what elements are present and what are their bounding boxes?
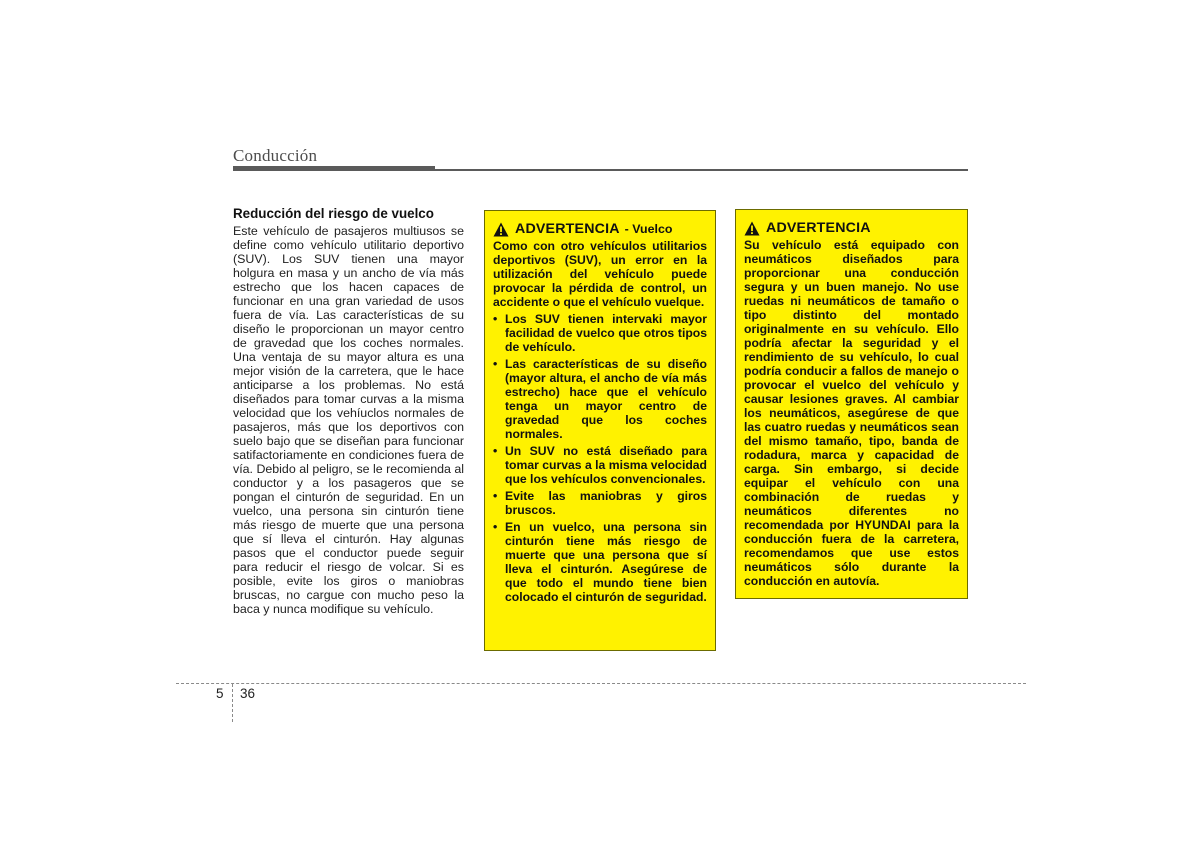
header-rule-thin (435, 169, 968, 171)
warning-box-tires (735, 209, 968, 599)
warning-title: ADVERTENCIA (766, 220, 871, 236)
body-paragraph: Este vehículo de pasajeros multiusos se define como vehículo utilitario deportivo (SUV). Los SUV tienen una mayor holgura en masa y un ancho de vía más estrecho que los hacen capaces de funcionar en una gran variedad de usos fuera de vía. Las características de su diseño le proporcionan un mayor centro de gravedad que los coches normales. Una ventaja de su mayor altura es una mejor visión de la carretera, que le hace anticiparse a los problemas. No está diseñados para tomar curvas a la misma velocidad que los vehíuclos normales de pasajeros, más que los deportivos con suelo bajo que se diseñan para funcionar satifactoriamente en condiciones fuera de vía. Debido al peligro, se le recomienda al conductor y a los pasageros que se pongan el cinturón de seguridad. En un vuelco, una persona sin cinturón tiene más riesgo de muerte que una persona que sí lleva el cinturón. Hay algunas pasos que el conductor puede seguir para reducir el riesgo de volcar. Si es posible, evite los giros o maniobras bruscas, no cargue con mucho peso la baca y nunca modifique su vehículo. (233, 224, 464, 616)
warning-triangle-icon (744, 221, 760, 236)
warning-text: Su vehículo está equipado con neumáticos diseñados para proporcionar una conducción segura y un buen manejo. No use ruedas ni neumáticos de tamaño o tipo distinto del montado originalmente en su vehículo. Ello podría afectar la seguridad y el rendimiento de su vehículo, lo cual podría conducir a fallos de manejo o provocar el vuelco del vehículo y causar lesiones graves. Al cambiar los neumáticos, asegúrese de que las cuatro ruedas y neumáticos sean del mismo tamaño, tipo, banda de rodadura, marca y capacidad de carga. Sin embargo, si decide equipar el vehículo con una combinación de ruedas y neumáticos diferentes no recomendada por HYUNDAI para la conducción fuera de la carretera, recomendamos que use estos neumáticos sólo durante la conducción en autovía. (744, 238, 959, 588)
warning-header (493, 221, 707, 237)
warning-list-item: • Un SUV no está diseñado para tomar curvas a la misma velocidad que los vehículos convencionales. (493, 444, 707, 486)
page-number: 36 (240, 686, 256, 701)
warning-box-rollover (484, 210, 716, 651)
warning-list-item: • En un vuelco, una persona sin cinturón tiene más riesgo de muerte que una persona que sí lleva el cinturón. Asegúrese de que todo el mundo tiene bien colocado el cinturón de seguridad. (493, 520, 707, 604)
footer-dotted-rule (176, 683, 1026, 684)
warning-list-item: • Evite las maniobras y giros bruscos. (493, 489, 707, 517)
warning-list-item: • Las características de su diseño (mayor altura, el ancho de vía más estrecho) hace que el vehículo tenga un mayor centro de gravedad que los coches normales. (493, 357, 707, 441)
warning-list-item: • Los SUV tienen intervaki mayor facilidad de vuelco que otros tipos de vehículo. (493, 312, 707, 354)
header-rule-thick (233, 166, 435, 171)
warning-list (493, 312, 707, 604)
header-title: Conducción (233, 146, 318, 165)
footer-separator (232, 684, 233, 722)
warning-triangle-icon (493, 222, 509, 237)
warning-subtitle: - Vuelco (624, 222, 673, 236)
section-heading: Reducción del riesgo de vuelco (233, 206, 434, 221)
chapter-number: 5 (216, 686, 224, 701)
warning-header (744, 220, 959, 236)
warning-title: ADVERTENCIA (515, 221, 620, 237)
main-column (233, 206, 464, 616)
warning-intro: Como con otro vehículos utilitarios deportivos (SUV), un error en la utilización del vehículo puede provocar la pérdida de control, un accidente o que el vehículo vuelque. (493, 239, 707, 309)
